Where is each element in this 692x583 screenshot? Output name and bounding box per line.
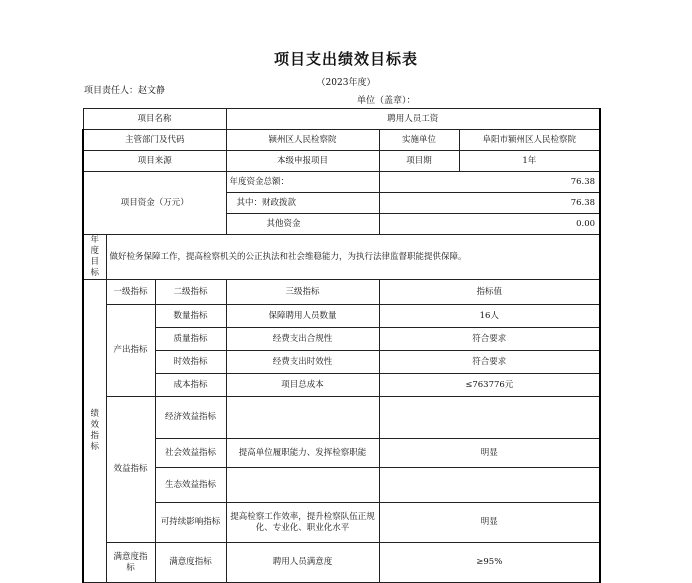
benefit-value: 明显 xyxy=(379,439,600,468)
table-row xyxy=(83,543,600,583)
responsible-person: 项目责任人：赵文静 xyxy=(84,86,166,96)
impl-unit-value: 阜阳市颍州区人民检察院 xyxy=(459,130,600,151)
output-value: 16人 xyxy=(379,305,600,328)
benefit-value: 明显 xyxy=(379,503,600,543)
indicators-group-label: 绩效指标 xyxy=(83,280,106,583)
output-l3: 保障聘用人员数量 xyxy=(226,305,379,328)
output-l2: 成本指标 xyxy=(155,374,226,397)
funds-fiscal-value: 76.38 xyxy=(379,193,600,214)
period-label: 项目期 xyxy=(379,151,459,172)
output-l3: 经费支出合规性 xyxy=(226,328,379,351)
row-indicator-header xyxy=(83,280,600,305)
benefit-l2: 可持续影响指标 xyxy=(155,503,226,543)
period-value: 1年 xyxy=(459,151,600,172)
funds-other-value: 0.00 xyxy=(379,214,600,235)
funds-other-label: 其他资金 xyxy=(226,214,379,235)
satisfaction-l3: 聘用人员满意度 xyxy=(226,543,379,583)
table-row xyxy=(83,503,600,543)
project-name-value: 聘用人员工资 xyxy=(226,109,600,130)
satisfaction-label: 满意度指标 xyxy=(106,543,155,583)
table-row xyxy=(83,328,600,351)
benefit-l3 xyxy=(226,468,379,503)
satisfaction-value: ≥95% xyxy=(379,543,600,583)
benefit-l3: 提高检察工作效率，提升检察队伍正规化、专业化、职业化水平 xyxy=(226,503,379,543)
output-value: 符合要求 xyxy=(379,351,600,374)
benefit-l2: 经济效益指标 xyxy=(155,397,226,439)
output-l2: 质量指标 xyxy=(155,328,226,351)
output-l3: 经费支出时效性 xyxy=(226,351,379,374)
table-row xyxy=(83,397,600,439)
unit-seal-label: 单位（盖章）： xyxy=(357,96,416,106)
table-row xyxy=(83,439,600,468)
project-name-label: 项目名称 xyxy=(83,109,226,130)
funds-total-value: 76.38 xyxy=(379,172,600,193)
output-l2: 数量指标 xyxy=(155,305,226,328)
source-value: 本级申报项目 xyxy=(226,151,379,172)
table-row xyxy=(83,351,600,374)
output-value: 符合要求 xyxy=(379,328,600,351)
year-label: （2023年度） xyxy=(316,78,376,88)
output-label: 产出指标 xyxy=(106,305,155,397)
benefit-value xyxy=(379,468,600,503)
dept-value: 颍州区人民检察院 xyxy=(226,130,379,151)
annual-goal-text: 做好检务保障工作，提高检察机关的公正执法和社会维稳能力，为执行法律监督职能提供保障。 xyxy=(106,235,600,280)
benefit-l2: 生态效益指标 xyxy=(155,468,226,503)
benefit-l2: 社会效益指标 xyxy=(155,439,226,468)
funds-label: 项目资金（万元） xyxy=(83,172,226,235)
row-funds-total xyxy=(83,172,600,193)
satisfaction-l2: 满意度指标 xyxy=(155,543,226,583)
table-row xyxy=(83,374,600,397)
source-label: 项目来源 xyxy=(83,151,226,172)
impl-unit-label: 实施单位 xyxy=(379,130,459,151)
benefit-l3 xyxy=(226,397,379,439)
output-l2: 时效指标 xyxy=(155,351,226,374)
table-row xyxy=(83,305,600,328)
output-l3: 项目总成本 xyxy=(226,374,379,397)
level1-header: 一级指标 xyxy=(106,280,155,305)
level3-header: 三级指标 xyxy=(226,280,379,305)
row-project-name xyxy=(83,109,600,130)
table-row xyxy=(83,468,600,503)
row-annual-goal xyxy=(83,235,600,280)
row-source xyxy=(83,151,600,172)
annual-goal-label: 年度目标 xyxy=(83,235,106,280)
page-title: 项目支出绩效目标表 xyxy=(273,50,418,68)
benefit-value xyxy=(379,397,600,439)
performance-target-table xyxy=(82,108,601,583)
funds-fiscal-label: 其中：财政拨款 xyxy=(226,193,379,214)
dept-label: 主管部门及代码 xyxy=(83,130,226,151)
output-value: ≤763776元 xyxy=(379,374,600,397)
value-header: 指标值 xyxy=(379,280,600,305)
funds-total-label: 年度资金总额： xyxy=(226,172,379,193)
benefit-l3: 提高单位履职能力、发挥检察职能 xyxy=(226,439,379,468)
level2-header: 二级指标 xyxy=(155,280,226,305)
benefit-label: 效益指标 xyxy=(106,397,155,543)
row-department xyxy=(83,130,600,151)
